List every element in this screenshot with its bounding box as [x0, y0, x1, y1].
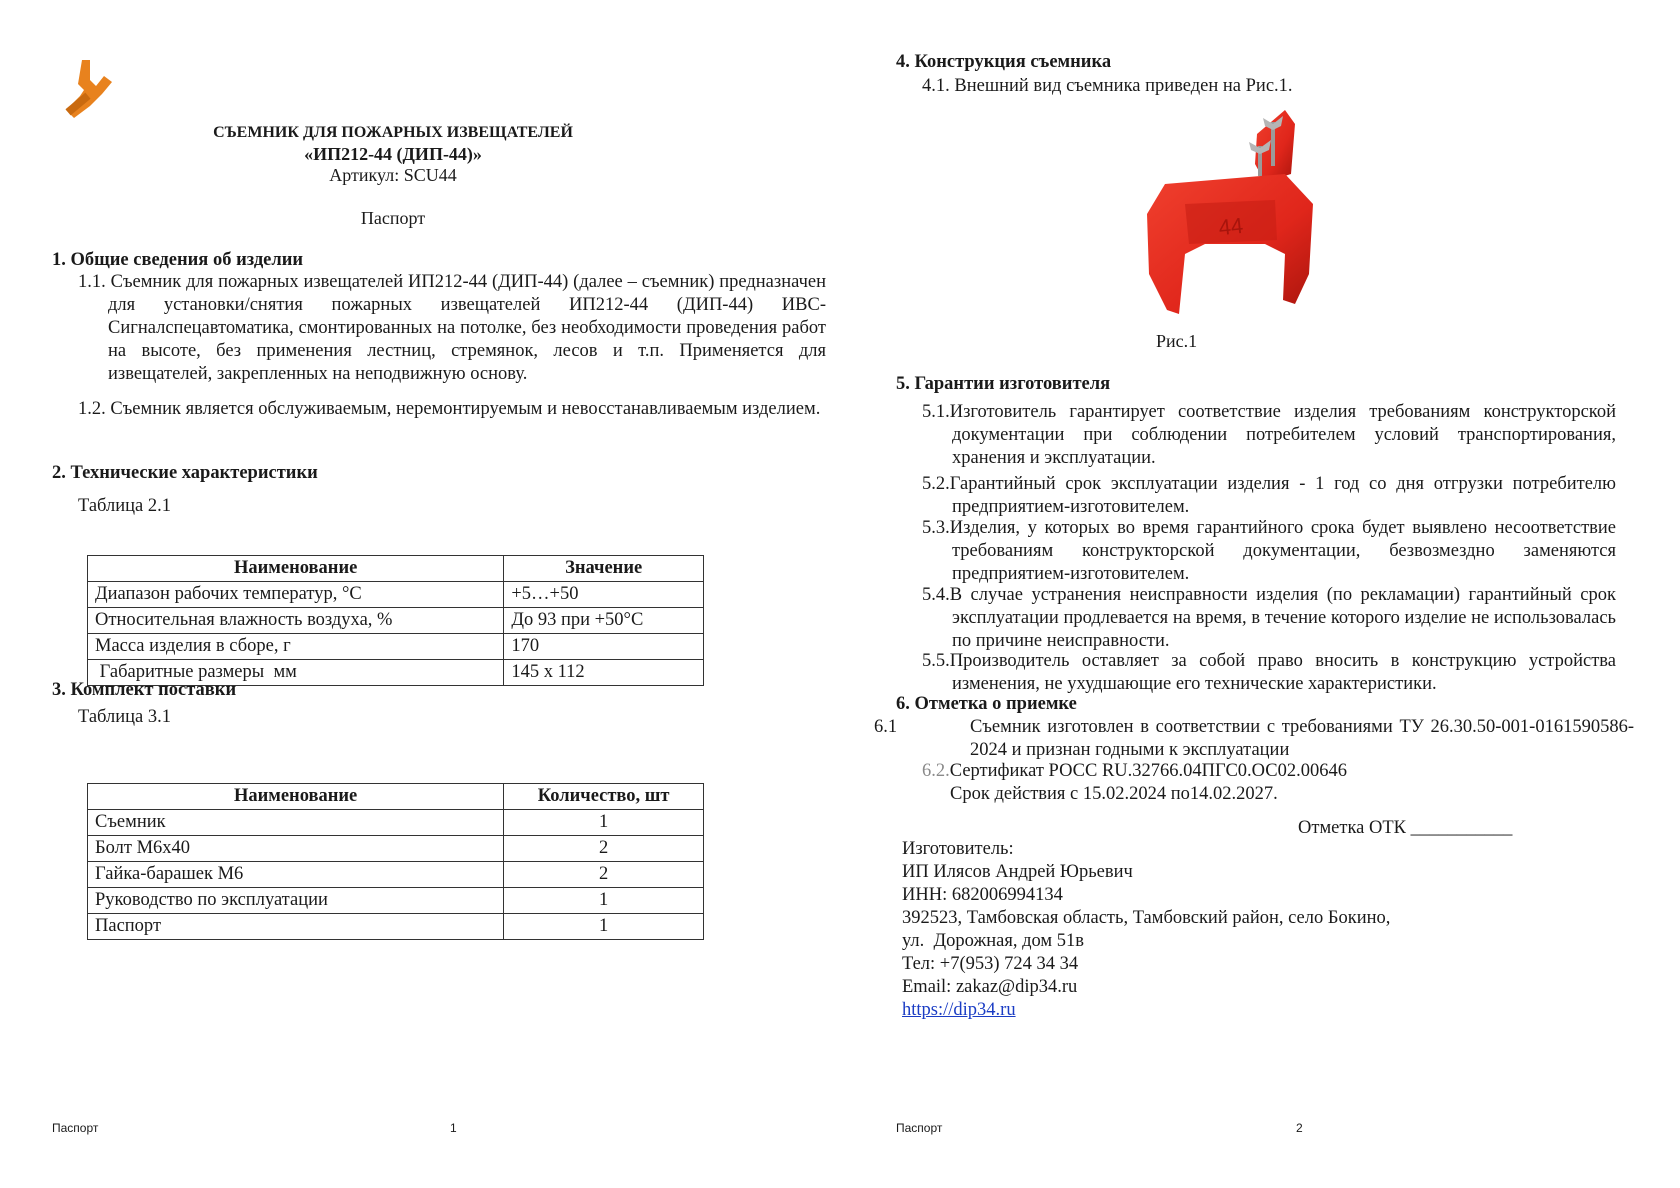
manufacturer-site — [902, 999, 1016, 1022]
section5-item-2 — [922, 473, 1616, 519]
manufacturer-address-2: ул. Дорожная, дом 51в — [902, 931, 1084, 951]
section4-item: 4.1. Внешний вид съемника приведен на Рис.1. — [922, 76, 1293, 96]
item-text: Изготовитель гарантирует соответствие изделия требованиям конструкторской документации при соблюдении потребителем условий транспортирования, хранения и эксплуатации. — [949, 402, 1616, 468]
article-number: Артикул: SCU44 — [329, 165, 457, 185]
figure-caption-text: Рис.1 — [1156, 331, 1198, 351]
table-cell: Относительная влажность воздуха, % — [88, 608, 504, 634]
section6-heading: 6. Отметка о приемке — [896, 694, 1077, 714]
product-photo — [1145, 104, 1315, 334]
section6-item-1 — [874, 716, 1634, 762]
table-row — [88, 634, 704, 660]
table-cell: 2 — [504, 836, 704, 862]
column-header: Наименование — [88, 784, 504, 810]
item-text: Гарантийный срок эксплуатации изделия - 1 год со дня отгрузки потребителю предприятием-изготовителем. — [949, 474, 1616, 517]
table-cell: Паспорт — [88, 914, 504, 940]
item-text: Съемник изготовлен в соответствии с требованиями ТУ 26.30.50-001-0161590586-2024 и признан годными к эксплуатации — [970, 717, 1634, 760]
table2-caption: Таблица 2.1 — [78, 496, 171, 516]
table-row — [88, 888, 704, 914]
table-cell: Масса изделия в сборе, г — [88, 634, 504, 660]
item-number: 5.5. — [922, 651, 950, 671]
table-cell: 145 х 112 — [504, 660, 704, 686]
table-cell: 1 — [504, 914, 704, 940]
table-row — [88, 608, 704, 634]
website-link[interactable]: https://dip34.ru — [902, 1000, 1016, 1020]
item-number: 5.2. — [922, 474, 950, 494]
section5-item-5 — [922, 650, 1616, 696]
doc-type: Паспорт — [360, 208, 426, 228]
item-text: Сертификат РОСС RU.32766.04ПГС0.ОС02.00646 — [949, 761, 1347, 781]
doc-title-line1: СЪЕМНИК ДЛЯ ПОЖАРНЫХ ИЗВЕЩАТЕЛЕЙ — [213, 124, 573, 141]
doc-title-line2: «ИП212-44 (ДИП-44)» — [304, 144, 482, 164]
table-row — [88, 810, 704, 836]
table-cell: Съемник — [88, 810, 504, 836]
manufacturer-email: Email: zakaz@dip34.ru — [902, 977, 1078, 997]
section1-item-2: 1.2. Съемник является обслуживаемым, неремонтируемым и невосстанавливаемым изделием. — [78, 399, 821, 419]
table-header-row — [88, 784, 704, 810]
manufacturer-name: ИП Илясов Андрей Юрьевич — [902, 862, 1133, 882]
footer-label: Паспорт — [896, 1121, 943, 1135]
column-header: Наименование — [88, 556, 504, 582]
footer-page-number: 2 — [1296, 1121, 1303, 1135]
otk-mark: Отметка ОТК ___________ — [1298, 818, 1513, 838]
item-text: В случае устранения неисправности изделия (по рекламации) гарантийный срок эксплуатации продлевается на время, в течение которого изделие не использовалась по причине неисправности. — [949, 585, 1616, 651]
table-cell: Гайка-барашек М6 — [88, 862, 504, 888]
table-row — [88, 914, 704, 940]
tech-specs-table — [87, 555, 704, 686]
table-cell: Габаритные размеры мм — [88, 660, 504, 686]
table-cell: 170 — [504, 634, 704, 660]
section1-item-1: 1.1. Съемник для пожарных извещателей ИП212-44 (ДИП-44) (далее – съемник) предназначен для установки/снятия пожарных извещателей ИП212-44 (ДИП-44) ИВС-Сигналспецавтоматика, смонтированных на потолке, без необходимости проведения работ на высоте, без применения лестниц, стремянок, лесов и т.п. Применяется для извещателей, закрепленных на неподвижную основу. — [78, 272, 826, 384]
manufacturer-address-1: 392523, Тамбовская область, Тамбовский район, село Бокино, — [902, 908, 1391, 928]
table-cell: Болт М6х40 — [88, 836, 504, 862]
footer-label: Паспорт — [52, 1121, 99, 1135]
section2-heading: 2. Технические характеристики — [52, 463, 318, 483]
table-cell: До 93 при +50°С — [504, 608, 704, 634]
section3-heading: 3. Комплект поставки — [52, 680, 237, 700]
footer-page-number: 1 — [450, 1121, 457, 1135]
item-text: Производитель оставляет за собой право вносить в конструкцию устройства изменения, не ухудшающие его технические характеристики. — [949, 651, 1616, 694]
item-number: 5.1. — [922, 402, 950, 422]
page-2 — [840, 0, 1680, 1188]
table-cell: Руководство по эксплуатации — [88, 888, 504, 914]
section4-heading: 4. Конструкция съемника — [896, 52, 1112, 72]
table-cell: +5…+50 — [504, 582, 704, 608]
table-row — [88, 836, 704, 862]
column-header: Значение — [504, 556, 704, 582]
table-cell: Диапазон рабочих температур, °С — [88, 582, 504, 608]
item-number: 6.1 — [874, 717, 898, 737]
item-number: 5.3. — [922, 518, 950, 538]
table-cell: 2 — [504, 862, 704, 888]
logo-icon — [60, 56, 124, 120]
certificate-validity: Срок действия с 15.02.2024 по14.02.2027. — [950, 784, 1278, 804]
table-row — [88, 582, 704, 608]
manufacturer-phone: Тел: +7(953) 724 34 34 — [902, 954, 1079, 974]
item-number: 6.2. — [922, 761, 950, 781]
section1-heading: 1. Общие сведения об изделии — [52, 250, 304, 270]
manufacturer-label: Изготовитель: — [902, 839, 1014, 859]
table3-caption: Таблица 3.1 — [78, 707, 171, 727]
table-cell: 1 — [504, 810, 704, 836]
item-number: 5.4. — [922, 585, 950, 605]
section6-item-2 — [922, 760, 1347, 783]
manufacturer-inn: ИНН: 682006994134 — [902, 885, 1063, 905]
column-header: Количество, шт — [504, 784, 704, 810]
section5-heading: 5. Гарантии изготовителя — [896, 374, 1111, 394]
section5-item-3 — [922, 517, 1616, 586]
table-cell: 1 — [504, 888, 704, 914]
item-text: Изделия, у которых во время гарантийного срока будет выявлено несоответствие требованиям конструкторской документации, безвозмездно заменяются предприятием-изготовителем. — [949, 518, 1616, 584]
section5-item-1 — [922, 401, 1616, 470]
table-header-row — [88, 556, 704, 582]
delivery-set-table — [87, 783, 704, 940]
product-embossed-label: 44 — [1217, 212, 1245, 241]
table-row — [88, 862, 704, 888]
section5-item-4 — [922, 584, 1616, 653]
